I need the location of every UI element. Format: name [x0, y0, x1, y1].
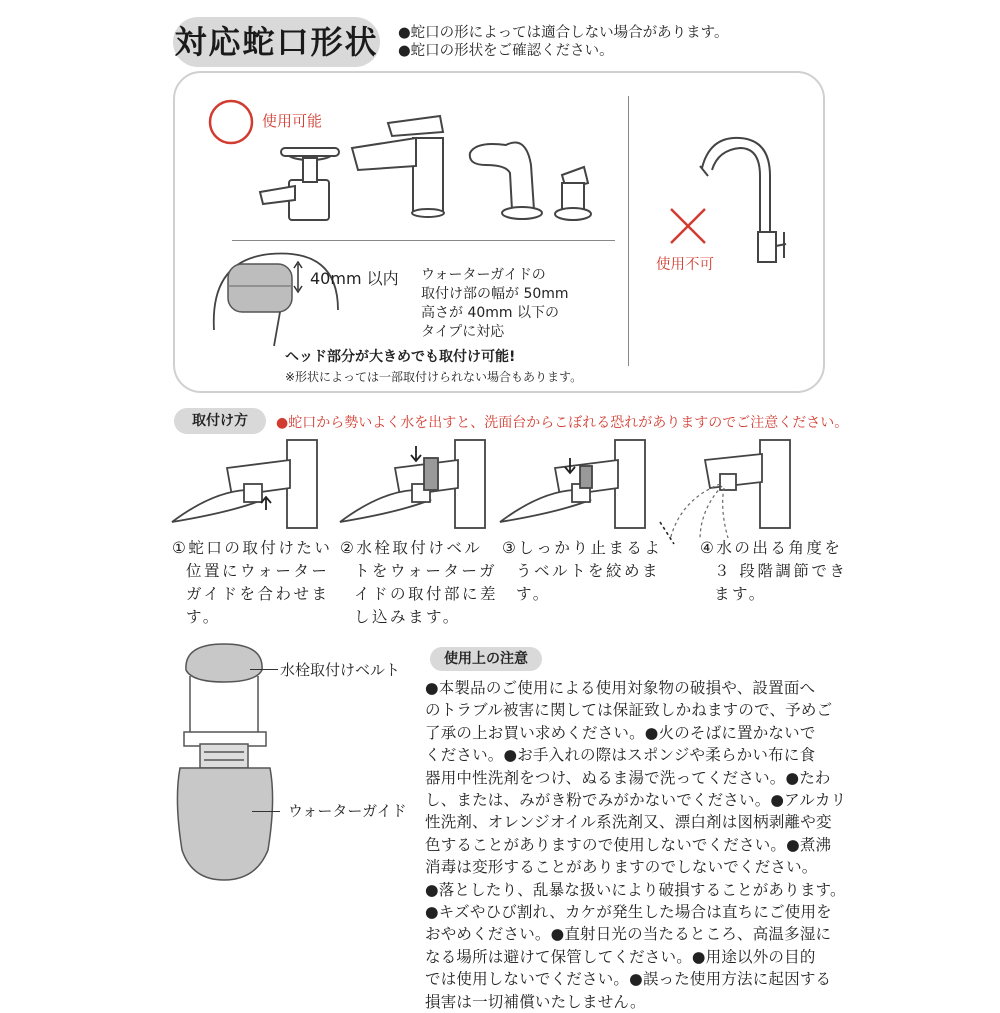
- compat-note-1: ●蛇口の形によっては適合しない場合があります。: [398, 25, 729, 41]
- cautions-text: [425, 677, 846, 1013]
- caution-line: し、または、みがき粉でみがかないでください。●アルカリ: [425, 791, 847, 810]
- guide-desc-2: 取付け部の幅が 50mm: [421, 286, 569, 302]
- cautions-badge: 使用上の注意: [430, 647, 542, 671]
- belt-leader-line: [250, 669, 278, 670]
- gooseneck-faucet-icon: [700, 136, 800, 276]
- guide-label: ウォーターガイド: [288, 802, 407, 820]
- panel-vertical-divider: [628, 96, 629, 366]
- caution-line: 了承の上お買い求めください。●火のそばに置かないで: [425, 723, 816, 742]
- ng-cross-icon: [667, 205, 709, 247]
- ok-label: 使用可能: [262, 112, 323, 130]
- caution-line: おやめください。●直射日光の当たるところ、高温多湿に: [425, 925, 832, 944]
- section-title: 対応蛇口形状: [173, 17, 380, 67]
- guide-leader-line: [252, 811, 280, 812]
- install-warning: ●蛇口から勢いよく水を出すと、洗面台からこぼれる恐れがありますのでご注意ください。: [276, 415, 849, 431]
- caution-line: ●落としたり、乱暴な扱いにより破損することがあります。: [425, 880, 846, 899]
- ok-circle-icon: [207, 98, 255, 146]
- caution-line: 損害は一切補償いたしません。: [425, 992, 646, 1011]
- panel-divider: [232, 240, 615, 241]
- caution-line: 消毒は変形することがありますのでしないでください。: [425, 858, 818, 877]
- step-1-text: ①蛇口の取付けたい 位置にウォーター ガイドを合わせま す。: [172, 539, 333, 626]
- caution-line: のトラブル被害に関しては保証致しかねますので、予めご: [425, 701, 833, 720]
- single-lever-faucet-icon: [348, 108, 458, 220]
- caution-line: 性洗剤、オレンジオイル系洗剤又、漂白剤は図柄剥離や変: [425, 813, 832, 832]
- caution-line: 色することがありますので使用しないでください。●煮沸: [425, 835, 832, 854]
- step-3-text: ③しっかり止まるよ うベルトを絞めま す。: [502, 539, 663, 603]
- head-size-text: ヘッド部分が大きめでも取付け可能!: [285, 349, 516, 365]
- step-4-text: ④水の出る角度を ３ 段階調節でき ます。: [700, 539, 848, 603]
- head-size-note: ※形状によっては一部取付けられない場合もあります。: [285, 370, 583, 384]
- pullout-faucet-icon: [466, 135, 591, 223]
- belt-label: 水栓取付けベルト: [280, 661, 401, 679]
- guide-desc-1: ウォーターガイドの: [421, 267, 546, 283]
- two-handle-faucet-icon: [255, 140, 335, 225]
- caution-line: ●本製品のご使用による使用対象物の破損や、設置面へ: [425, 679, 816, 697]
- step4-illustration: [650, 440, 800, 550]
- caution-line: ください。●お手入れの際はスポンジや柔らかい布に食: [425, 746, 816, 765]
- step-2-text: ②水栓取付けベル トをウォーターガ イドの取付部に差 し込みます。: [340, 539, 499, 626]
- step2-illustration: [340, 440, 490, 535]
- size-limit-label: 40mm 以内: [310, 269, 399, 288]
- step1-illustration: [172, 440, 322, 535]
- install-badge: 取付け方: [174, 408, 266, 434]
- guide-desc-4: タイプに対応: [421, 324, 505, 340]
- caution-line: 器用中性洗剤をつけ、ぬるま湯で洗ってください。●たわ: [425, 768, 831, 787]
- step3-illustration: [500, 440, 650, 535]
- guide-size-diagram: [210, 250, 350, 350]
- compat-note-2: ●蛇口の形状をご確認ください。: [398, 43, 614, 59]
- caution-line: では使用しないでください。●誤った使用方法に起因する: [425, 970, 832, 989]
- guide-desc-3: 高さが 40mm 以下の: [421, 305, 559, 321]
- caution-line: ●キズやひび割れ、カケが発生した場合は直ちにご使用を: [425, 903, 832, 922]
- parts-diagram: [176, 640, 276, 890]
- ng-label: 使用不可: [656, 257, 714, 273]
- caution-line: なる場所は避けて保管してください。●用途以外の目的: [425, 947, 816, 966]
